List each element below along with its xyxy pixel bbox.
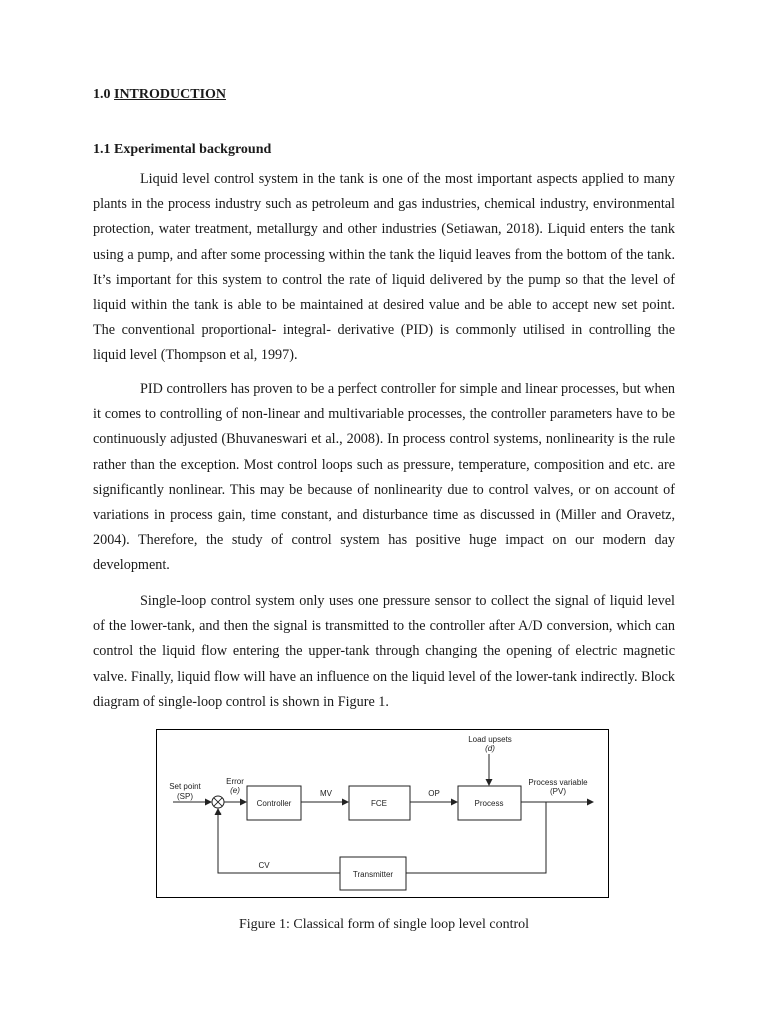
fce-label: FCE: [371, 799, 387, 808]
set-point-label: Set point: [169, 782, 201, 791]
block-diagram-svg: [157, 730, 610, 899]
error-symbol: (e): [230, 786, 240, 795]
subsection-heading: 1.1 Experimental background: [93, 142, 272, 157]
op-label: OP: [428, 789, 440, 798]
minus-sign: −: [216, 808, 222, 818]
controller-label: Controller: [256, 799, 292, 808]
paragraph-2: PID controllers has proven to be a perfect controller for simple and linear processes, but when it comes to controlling of non-linear and multivariable processes, the controller parameters have to be continuously adjusted (Bhuvaneswari et al., 2008). In process control systems, nonlinearity is the rule rather than the exception. Most control loops such as pressure, temperature, composition and etc. are significantly nonlinear. This may be because of nonlinearity due to control valves, or on account of variations in process gain, time constant, and disturbance time as discussed in (Miller and Oravetz, 2004). Therefore, the study of control system has positive huge impact on our modern day development.: [93, 381, 675, 574]
load-upsets-symbol: (d): [485, 744, 495, 753]
section-title: INTRODUCTION: [114, 87, 227, 102]
load-upsets-label: Load upsets: [468, 735, 512, 744]
mv-label: MV: [320, 789, 332, 798]
process-variable-abbr: (PV): [550, 787, 566, 796]
summing-junction: [212, 796, 224, 808]
figure-caption: Figure 1: Classical form of single loop level control: [238, 917, 530, 932]
process-variable-label: Process variable: [528, 778, 588, 787]
transmitter-label: Transmitter: [352, 870, 394, 879]
process-label: Process: [474, 799, 504, 808]
paragraph-3: Single-loop control system only uses one pressure sensor to collect the signal of liquid level of the lower-tank, and then the signal is transmitted to the controller after A/D conversion, which can control the liquid flow entering the upper-tank through changing the opening of electric magnetic valve. Finally, liquid flow will have an influence on the liquid level of the lower-tank indirectly. Block diagram of single-loop control is shown in Figure 1.: [93, 593, 675, 710]
set-point-abbr: (SP): [177, 792, 193, 801]
cv-label: CV: [258, 861, 270, 870]
paragraph-1: Liquid level control system in the tank is one of the most important aspects applied to many plants in the process industry such as petroleum and gas industries, chemical industry, environmental protection, water treatment, metallurgy and other industries (Setiawan, 2018). Liquid enters the tank using a pump, and after some processing within the tank the liquid leaves from the bottom of the tank. It’s important for this system to control the rate of liquid delivered by the pump so that the level of liquid within the tank is able to be maintained at desired value and be able to accept new set point. The conventional proportional- integral- derivative (PID) is commonly utilised in controlling the liquid level (Thompson et al, 1997).: [93, 171, 675, 364]
error-label: Error: [226, 777, 244, 786]
section-number: 1.0: [93, 87, 114, 102]
section-heading: [93, 87, 226, 103]
figure-1-block-diagram: [156, 729, 609, 898]
